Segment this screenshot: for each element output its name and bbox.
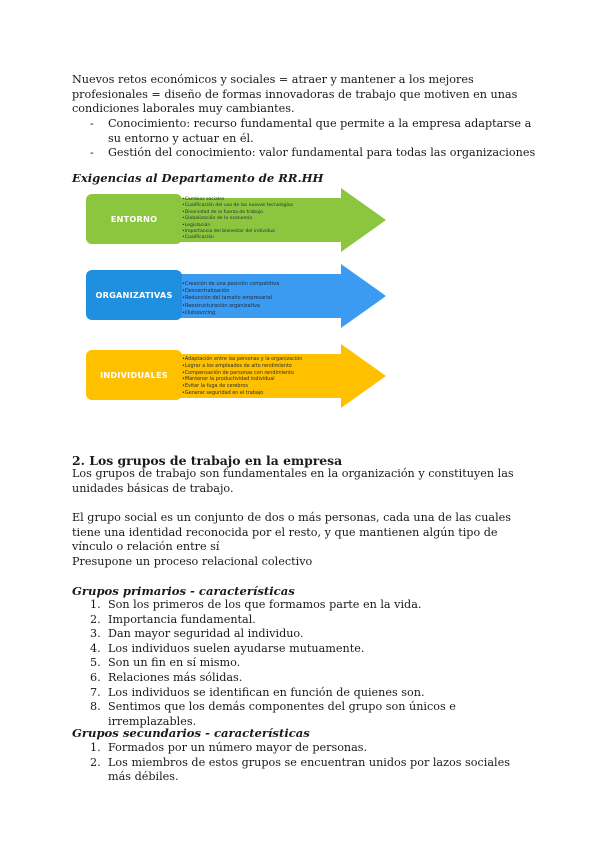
diagram-row-individuales <box>86 344 386 408</box>
list-item <box>90 642 530 657</box>
dash-marker: - <box>90 146 94 159</box>
intro-dash-item <box>90 146 538 161</box>
bullet-item: • Outsourcing <box>182 310 342 317</box>
bullet-item: • Creación de una posición competitiva <box>182 281 342 288</box>
diagram-row-entorno <box>86 188 386 252</box>
dash-item-text: Conocimiento: recurso fundamental que permite a la empresa adaptarse a su entorno y actuar en él. <box>108 117 532 145</box>
list-item-text: Importancia fundamental. <box>108 612 256 626</box>
list-number: 4. <box>90 641 101 655</box>
bullet-item: • Importancia del bienestar del individuo <box>182 229 342 235</box>
intro-paragraph: Nuevos retos económicos y sociales = atraer y mantener a los mejores profesionales = diseño de formas innovadoras de trabajo que motiven en unas condiciones laborales muy cambiantes. <box>72 73 518 116</box>
list-number: 6. <box>90 670 101 684</box>
exigencias-diagram <box>86 188 386 428</box>
bullet-item: • Reducción del tamaño empresarial <box>182 295 342 302</box>
section-heading: 2. Los grupos de trabajo en la empresa <box>72 453 343 468</box>
section-paragraph-3: Presupone un proceso relacional colectivo <box>72 555 313 568</box>
bullet-item: • Legislación <box>182 223 342 229</box>
list-item <box>90 741 530 756</box>
list-number: 2. <box>90 755 101 769</box>
list-number: 8. <box>90 700 101 714</box>
list-item-text: Los individuos se identifican en función de quienes son. <box>108 685 425 699</box>
primarios-list <box>90 598 530 729</box>
exigencias-title: Exigencias al Departamento de RR.HH <box>72 171 324 185</box>
list-number: 5. <box>90 656 101 670</box>
list-number: 7. <box>90 685 101 699</box>
individuales-label: INDIVIDUALES <box>100 370 168 380</box>
entorno-label: ENTORNO <box>110 214 158 224</box>
bullet-item: • Cualificación del uso de las nuevas tecnologías <box>182 203 342 209</box>
dash-marker: - <box>90 117 94 130</box>
list-item-text: Sentimos que los demás componentes del grupo son únicos e irremplazables. <box>108 700 456 728</box>
list-item <box>90 671 530 686</box>
bullet-item: • Descentralización <box>182 288 342 295</box>
list-item <box>90 598 530 613</box>
individuales-box <box>86 350 182 400</box>
bullet-item: • Compensación de personas con rendimiento <box>182 370 342 377</box>
entorno-bullets <box>182 197 342 242</box>
section-paragraph-1: Los grupos de trabajo son fundamentales en la organización y constituyen las unidades básicas de trabajo. <box>72 467 514 495</box>
entorno-box <box>86 194 182 244</box>
bullet-item: • Lograr a los empleados de alto rendimiento <box>182 363 342 370</box>
bullet-item: • Cambios sociales <box>182 197 342 203</box>
bullet-item: • Evitar la fuga de cerebros <box>182 383 342 390</box>
list-item-text: Relaciones más sólidas. <box>108 670 243 684</box>
list-item-text: Dan mayor seguridad al individuo. <box>108 627 304 641</box>
organizativas-box <box>86 270 182 320</box>
list-item <box>90 613 530 628</box>
secundarios-title: Grupos secundarios - características <box>72 726 310 740</box>
intro-dash-item <box>90 117 538 146</box>
list-number: 1. <box>90 741 101 754</box>
bullet-item: • Adaptación entre las personas y la organización <box>182 356 342 363</box>
bullet-item: • Diversidad de la fuerza de trabajo <box>182 210 342 216</box>
list-item-text: Los individuos suelen ayudarse mutuamente. <box>108 641 365 655</box>
organizativas-bullets <box>182 281 342 317</box>
list-item-text: Son un fin en sí mismo. <box>108 656 241 670</box>
diagram-row-organizativas <box>86 264 386 328</box>
list-number: 3. <box>90 627 101 641</box>
primarios-title: Grupos primarios - características <box>72 584 295 598</box>
secundarios-list <box>90 741 530 785</box>
bullet-item: • Mantener la productividad individual <box>182 376 342 383</box>
list-item <box>90 686 530 701</box>
list-item <box>90 756 530 785</box>
list-number: 1. <box>90 598 101 611</box>
bullet-item: • Cualificación <box>182 235 342 241</box>
list-item-text: Los miembros de estos grupos se encuentran unidos por lazos sociales más débiles. <box>108 755 510 784</box>
bullet-item: • Generar seguridad en el trabajo <box>182 390 342 397</box>
bullet-item: • Reestructuración organizativa <box>182 303 342 310</box>
list-item-text: Formados por un número mayor de personas. <box>108 741 368 754</box>
list-item <box>90 700 530 729</box>
dash-item-text: Gestión del conocimiento: valor fundamental para todas las organizaciones <box>108 146 536 159</box>
organizativas-label: ORGANIZATIVAS <box>95 290 173 300</box>
bullet-item: • Globalización de la economía <box>182 216 342 222</box>
list-number: 2. <box>90 612 101 626</box>
list-item-text: Son los primeros de los que formamos parte en la vida. <box>108 598 422 611</box>
section-paragraph-2: El grupo social es un conjunto de dos o más personas, cada una de las cuales tiene una identidad reconocida por el resto, y que mantienen algún tipo de vínculo o relación entre sí <box>72 511 512 554</box>
list-item <box>90 627 530 642</box>
individuales-bullets <box>182 356 342 397</box>
list-item <box>90 656 530 671</box>
